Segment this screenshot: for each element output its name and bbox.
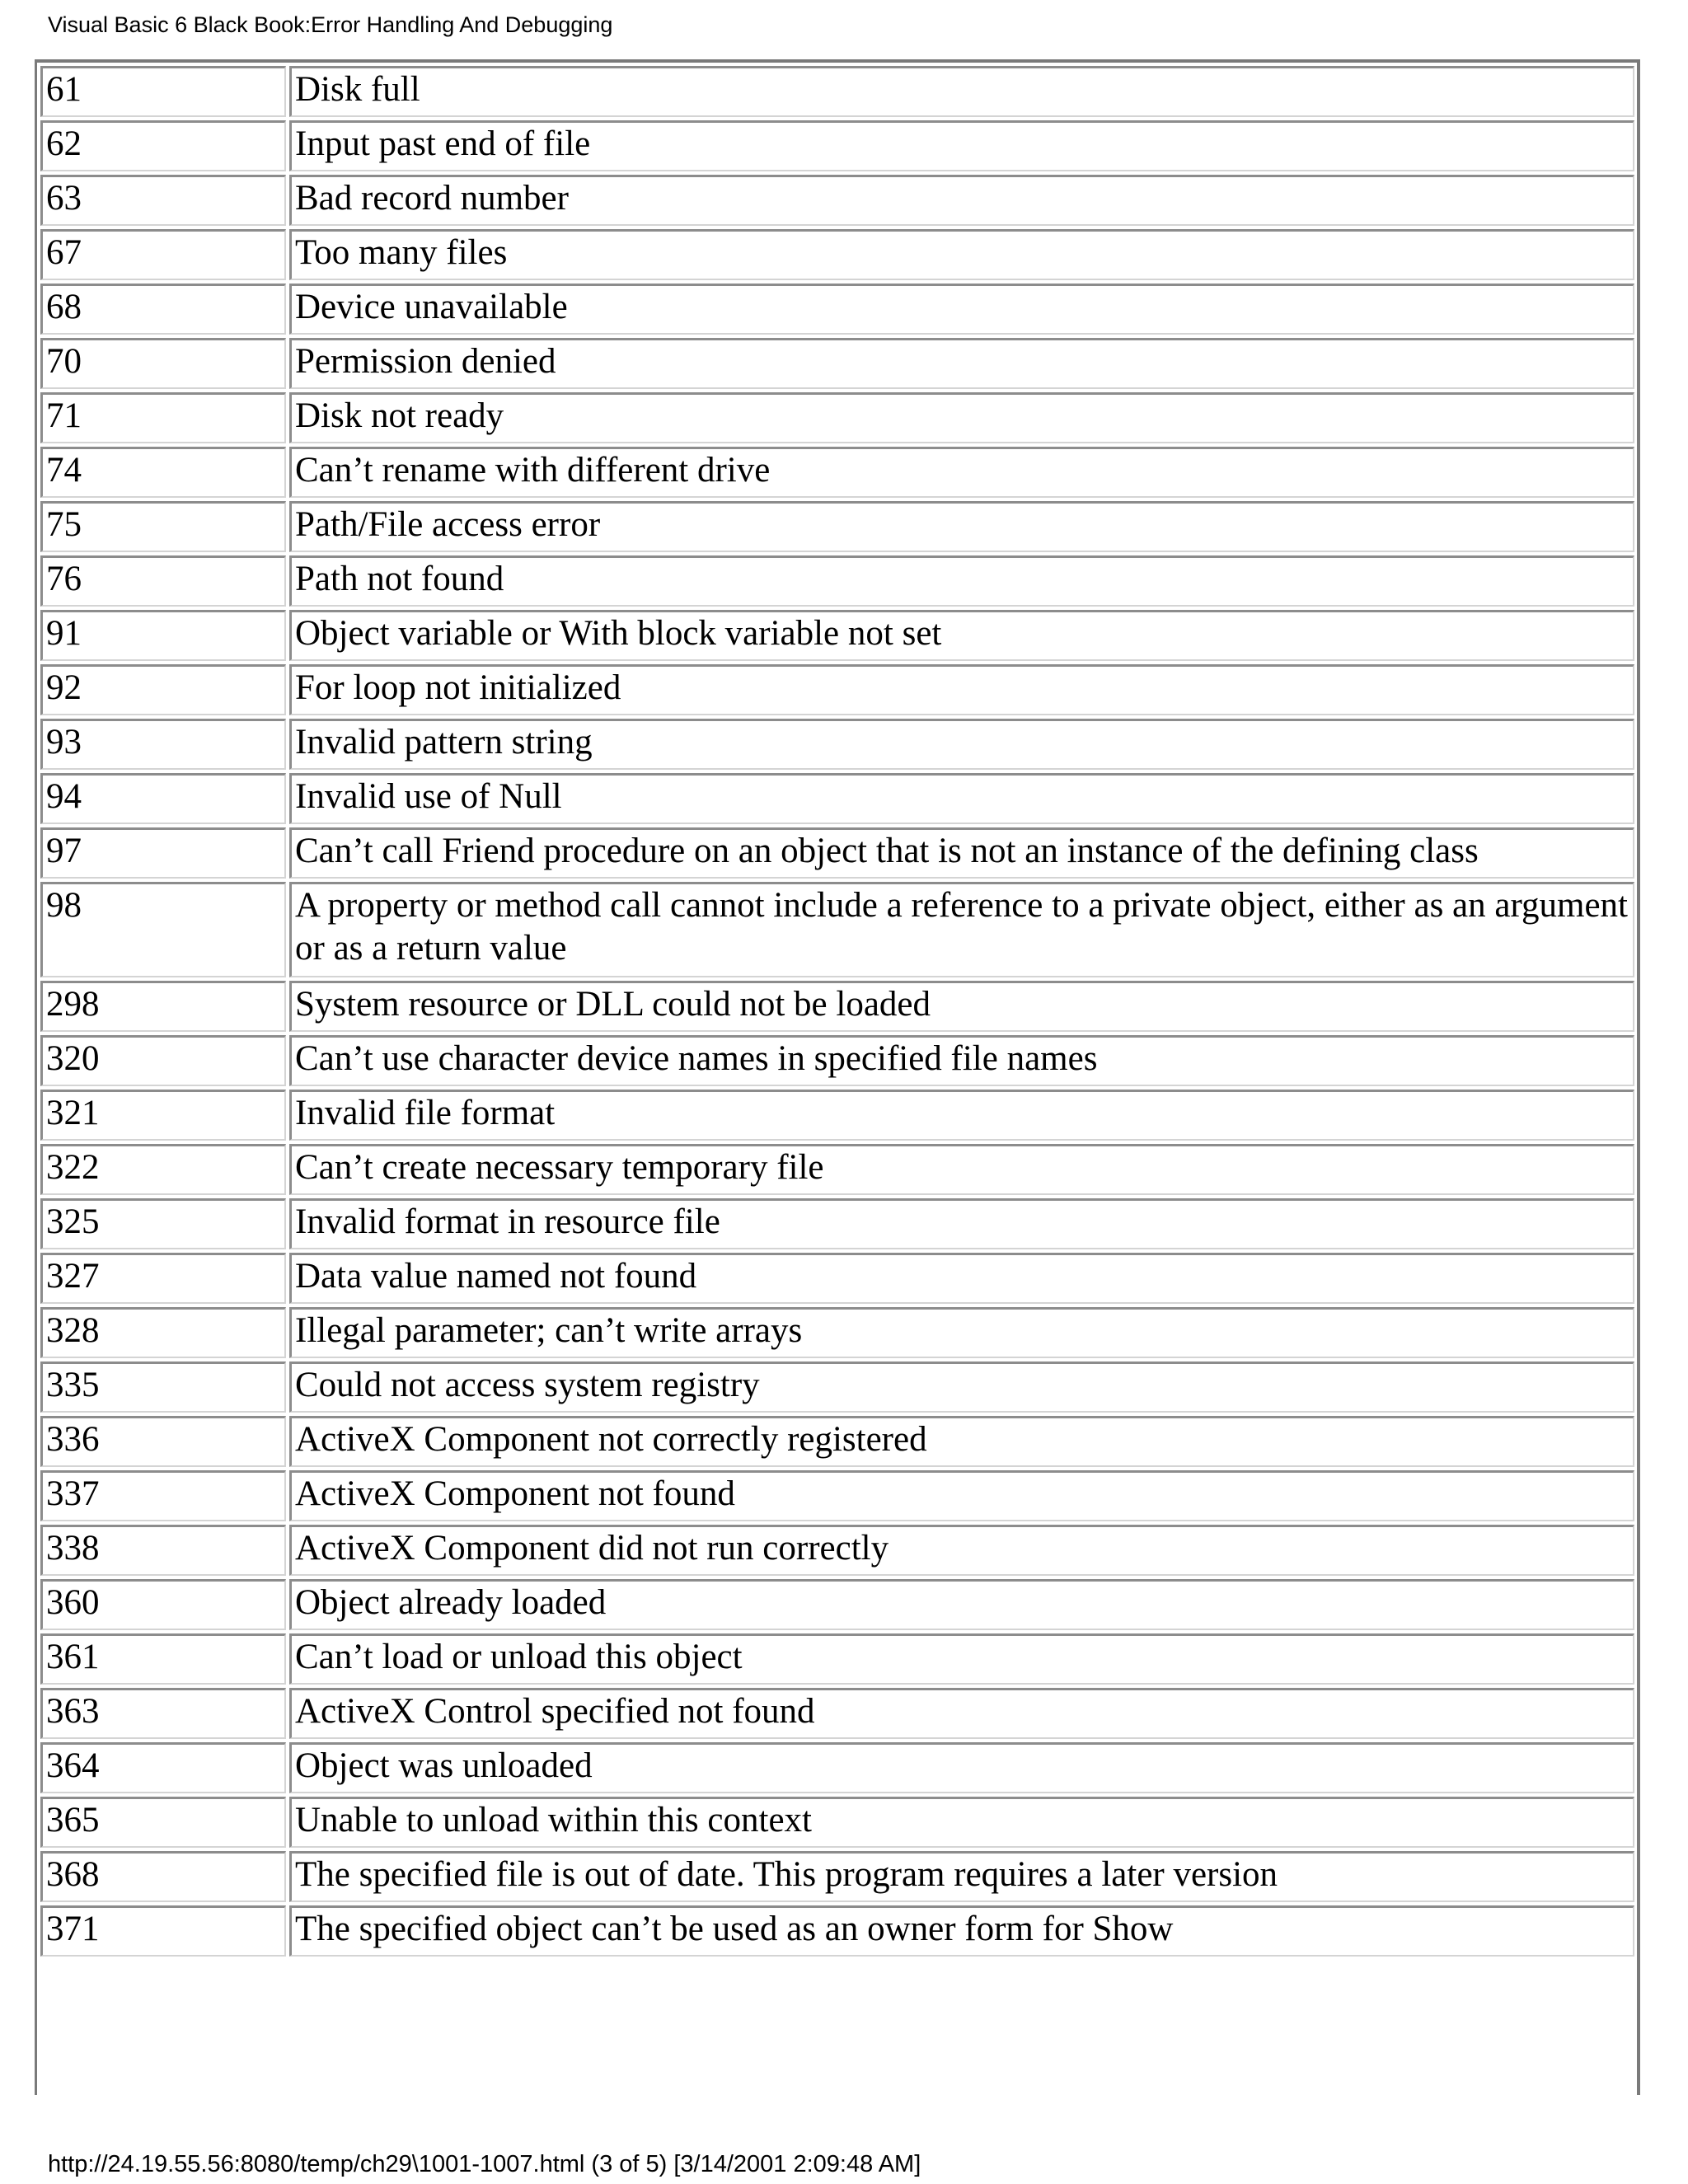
error-code-cell: 93	[40, 719, 286, 770]
error-code-cell: 328	[40, 1307, 286, 1358]
error-code-cell: 98	[40, 882, 286, 977]
error-message-cell: Permission denied	[289, 338, 1634, 389]
error-message-cell: Object already loaded	[289, 1579, 1634, 1630]
table-row	[40, 229, 1634, 280]
error-message-cell: ActiveX Control specified not found	[289, 1688, 1634, 1739]
error-code-cell: 70	[40, 338, 286, 389]
error-message-cell: Object was unloaded	[289, 1742, 1634, 1793]
table-row	[40, 1797, 1634, 1848]
error-code-cell: 321	[40, 1090, 286, 1141]
error-code-cell: 94	[40, 773, 286, 824]
error-code-table-body	[40, 66, 1634, 1957]
error-code-cell: 327	[40, 1253, 286, 1304]
error-code-cell: 76	[40, 555, 286, 607]
table-row	[40, 882, 1634, 977]
table-row	[40, 664, 1634, 715]
table-row	[40, 1144, 1634, 1195]
error-code-cell: 335	[40, 1361, 286, 1413]
table-row	[40, 610, 1634, 661]
table-row	[40, 1525, 1634, 1576]
error-code-cell: 325	[40, 1198, 286, 1249]
error-code-cell: 337	[40, 1470, 286, 1521]
table-row	[40, 284, 1634, 335]
error-code-cell: 71	[40, 392, 286, 443]
table-row	[40, 66, 1634, 117]
error-message-cell: Device unavailable	[289, 284, 1634, 335]
error-message-cell: Unable to unload within this context	[289, 1797, 1634, 1848]
table-row	[40, 981, 1634, 1032]
error-message-cell: ActiveX Component not correctly registered	[289, 1416, 1634, 1467]
error-code-cell: 61	[40, 66, 286, 117]
table-row	[40, 1198, 1634, 1249]
table-row	[40, 1470, 1634, 1521]
table-row	[40, 1035, 1634, 1086]
error-message-cell: System resource or DLL could not be loaded	[289, 981, 1634, 1032]
page-header-title: Visual Basic 6 Black Book:Error Handling And Debugging	[48, 12, 613, 37]
page-footer-url: http://24.19.55.56:8080/temp/ch29\1001-1007.html (3 of 5) [3/14/2001 2:09:48 AM]	[48, 2151, 921, 2177]
table-row	[40, 1253, 1634, 1304]
error-message-cell: Data value named not found	[289, 1253, 1634, 1304]
table-row	[40, 555, 1634, 607]
table-row	[40, 827, 1634, 879]
error-code-cell: 360	[40, 1579, 286, 1630]
table-row	[40, 1361, 1634, 1413]
error-message-cell: Object variable or With block variable not set	[289, 610, 1634, 661]
error-message-cell: Disk full	[289, 66, 1634, 117]
error-code-cell: 368	[40, 1851, 286, 1902]
table-row	[40, 392, 1634, 443]
error-message-cell: Invalid use of Null	[289, 773, 1634, 824]
error-code-cell: 371	[40, 1905, 286, 1957]
table-row	[40, 1090, 1634, 1141]
error-code-cell: 298	[40, 981, 286, 1032]
error-message-cell: Illegal parameter; can’t write arrays	[289, 1307, 1634, 1358]
error-message-cell: Invalid format in resource file	[289, 1198, 1634, 1249]
error-message-cell: Input past end of file	[289, 120, 1634, 171]
table-row	[40, 1579, 1634, 1630]
error-code-cell: 363	[40, 1688, 286, 1739]
error-message-cell: Can’t create necessary temporary file	[289, 1144, 1634, 1195]
error-message-cell: Path not found	[289, 555, 1634, 607]
error-code-cell: 322	[40, 1144, 286, 1195]
table-row	[40, 773, 1634, 824]
error-code-cell: 63	[40, 175, 286, 226]
error-code-cell: 361	[40, 1633, 286, 1685]
table-row	[40, 120, 1634, 171]
error-message-cell: For loop not initialized	[289, 664, 1634, 715]
error-message-cell: The specified object can’t be used as an owner form for Show	[289, 1905, 1634, 1957]
error-message-cell: Bad record number	[289, 175, 1634, 226]
error-message-cell: Disk not ready	[289, 392, 1634, 443]
error-message-cell: Can’t rename with different drive	[289, 447, 1634, 498]
error-code-cell: 320	[40, 1035, 286, 1086]
error-message-cell: Invalid file format	[289, 1090, 1634, 1141]
table-row	[40, 1851, 1634, 1902]
error-message-cell: Too many files	[289, 229, 1634, 280]
error-message-cell: Can’t call Friend procedure on an object that is not an instance of the defining class	[289, 827, 1634, 879]
table-row	[40, 501, 1634, 552]
error-code-cell: 97	[40, 827, 286, 879]
error-code-cell: 62	[40, 120, 286, 171]
table-row	[40, 1742, 1634, 1793]
error-message-cell: Can’t use character device names in specified file names	[289, 1035, 1634, 1086]
table-row	[40, 338, 1634, 389]
error-code-cell: 365	[40, 1797, 286, 1848]
error-message-cell: Could not access system registry	[289, 1361, 1634, 1413]
error-message-cell: ActiveX Component did not run correctly	[289, 1525, 1634, 1576]
error-message-cell: The specified file is out of date. This program requires a later version	[289, 1851, 1634, 1902]
error-code-cell: 67	[40, 229, 286, 280]
error-code-cell: 336	[40, 1416, 286, 1467]
table-row	[40, 1307, 1634, 1358]
table-row	[40, 1633, 1634, 1685]
error-code-cell: 92	[40, 664, 286, 715]
error-message-cell: Invalid pattern string	[289, 719, 1634, 770]
table-row	[40, 447, 1634, 498]
table-row	[40, 1688, 1634, 1739]
error-message-cell: Path/File access error	[289, 501, 1634, 552]
table-row	[40, 1416, 1634, 1467]
table-row	[40, 1905, 1634, 1957]
error-code-cell: 364	[40, 1742, 286, 1793]
error-message-cell: Can’t load or unload this object	[289, 1633, 1634, 1685]
error-message-cell: A property or method call cannot include a reference to a private object, either as an argument or as a return value	[289, 882, 1634, 977]
error-code-cell: 338	[40, 1525, 286, 1576]
error-code-cell: 68	[40, 284, 286, 335]
error-code-cell: 75	[40, 501, 286, 552]
error-message-cell: ActiveX Component not found	[289, 1470, 1634, 1521]
table-row	[40, 719, 1634, 770]
error-code-cell: 74	[40, 447, 286, 498]
error-code-table	[37, 63, 1638, 1960]
error-code-cell: 91	[40, 610, 286, 661]
table-row	[40, 175, 1634, 226]
